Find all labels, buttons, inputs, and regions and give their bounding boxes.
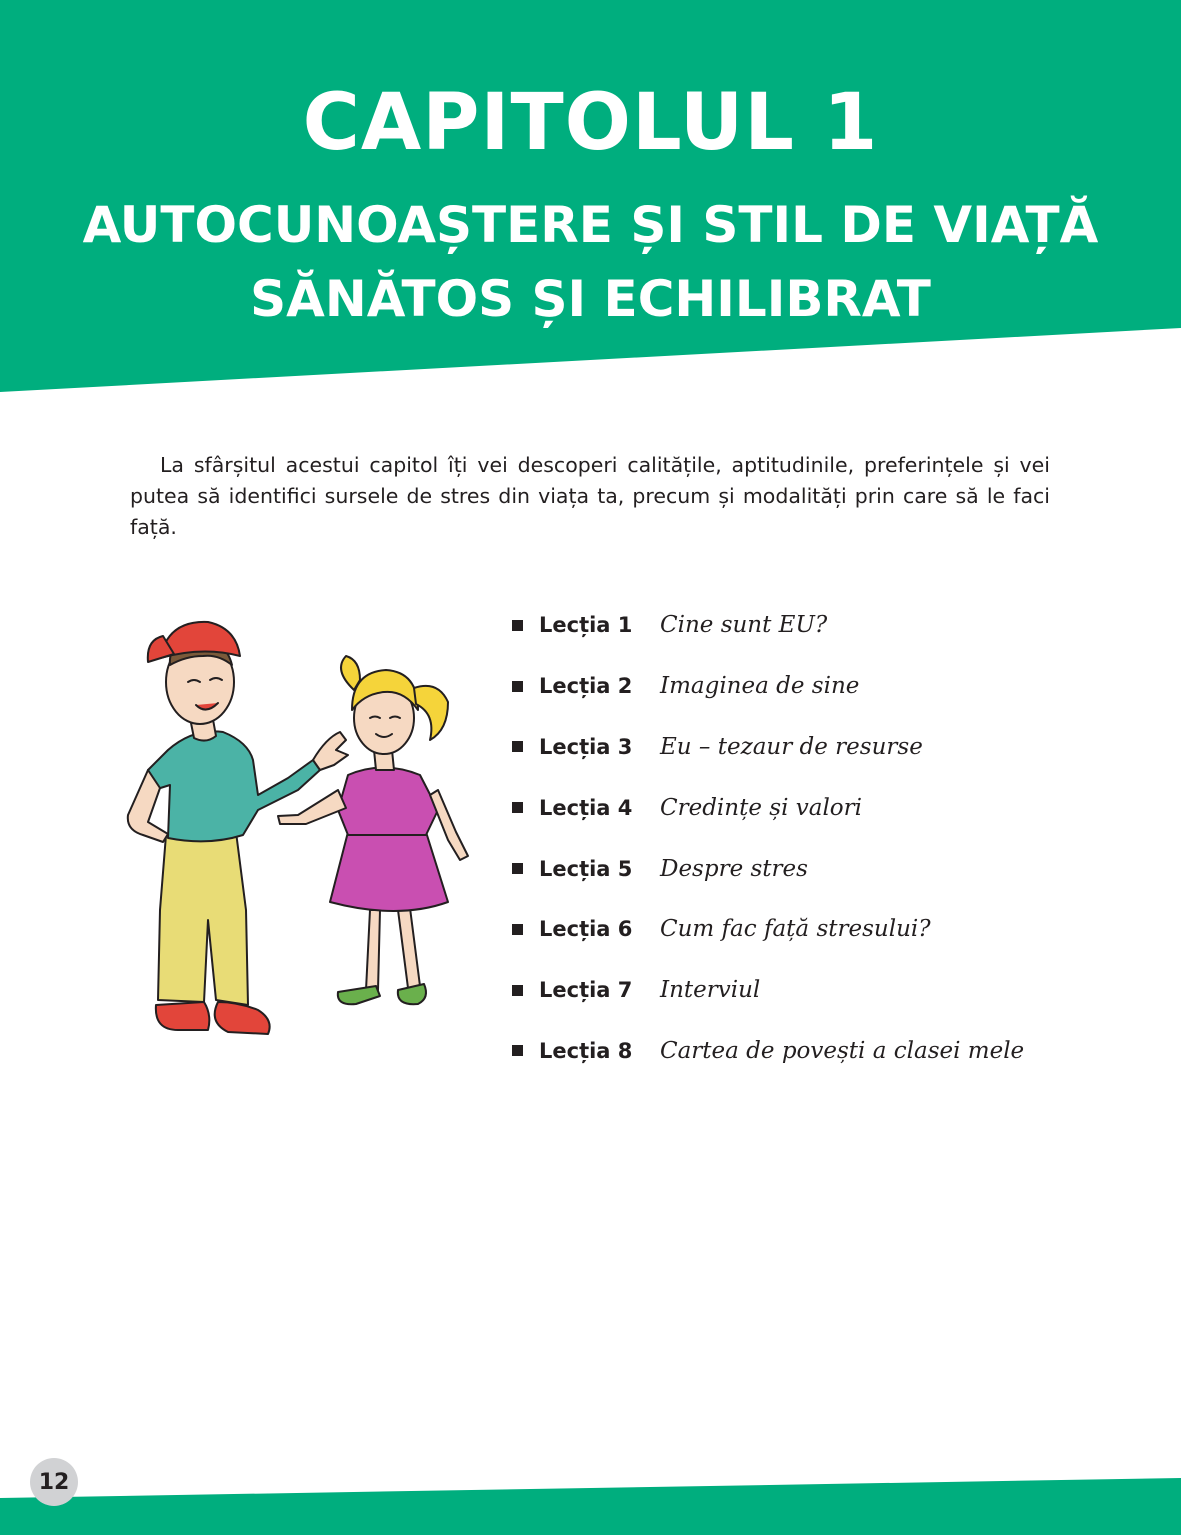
bullet-square-icon (512, 802, 523, 813)
lesson-number: Lecția 7 (539, 978, 633, 1003)
bullet-square-icon (512, 1045, 523, 1056)
list-item (512, 777, 1072, 838)
bullet-square-icon (512, 924, 523, 935)
lesson-title: Interviul (660, 977, 761, 1004)
list-item (512, 595, 1072, 656)
list-item (512, 656, 1072, 717)
footer-background (0, 1470, 1181, 1535)
chapter-title-line-1: AUTOCUNOAȘTERE ȘI STIL DE VIAȚĂ (82, 196, 1099, 254)
bullet-square-icon (512, 620, 523, 631)
list-item (512, 899, 1072, 960)
chapter-title-line-2: SĂNĂTOS ȘI ECHILIBRAT (250, 270, 931, 328)
lesson-title: Despre stres (660, 855, 808, 882)
lesson-title: Cum fac față stresului? (660, 916, 931, 943)
lessons-list (512, 595, 1072, 1081)
footer-band (0, 1470, 1181, 1535)
lesson-number: Lecția 8 (539, 1038, 633, 1063)
list-item (512, 1021, 1072, 1082)
intro-paragraph: La sfârșitul acestui capitol îți vei descoperi calitățile, aptitudinile, preferințele și vei putea să identifici sursele de stres din viața ta, precum și modalități prin care să le faci față. (130, 453, 1050, 539)
lesson-number: Lecția 1 (539, 613, 633, 638)
lesson-number: Lecția 3 (539, 734, 633, 759)
bullet-square-icon (512, 985, 523, 996)
list-item (512, 960, 1072, 1021)
lesson-title: Cine sunt EU? (660, 612, 828, 639)
bullet-square-icon (512, 681, 523, 692)
list-item (512, 717, 1072, 778)
lesson-number: Lecția 4 (539, 795, 633, 820)
chapter-number: CAPITOLUL 1 (302, 78, 879, 168)
lesson-title: Imaginea de sine (660, 673, 860, 700)
list-item (512, 838, 1072, 899)
lesson-number: Lecția 6 (539, 917, 633, 942)
lesson-number: Lecția 5 (539, 856, 633, 881)
lesson-title: Eu – tezaur de resurse (660, 733, 923, 760)
bullet-square-icon (512, 863, 523, 874)
lesson-title: Cartea de povești a clasei mele (660, 1037, 1025, 1064)
lesson-title: Credințe și valori (660, 794, 862, 821)
bullet-square-icon (512, 741, 523, 752)
children-drawing (108, 610, 478, 1050)
lesson-number: Lecția 2 (539, 674, 633, 699)
chapter-title (0, 188, 1181, 336)
page-number: 12 (30, 1458, 78, 1506)
children-illustration (108, 610, 478, 1050)
